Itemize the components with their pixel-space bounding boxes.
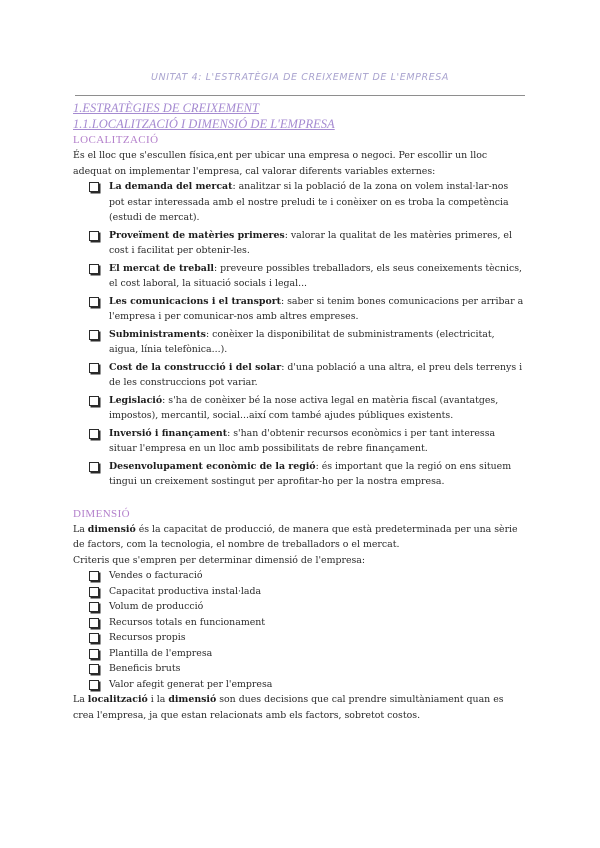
checkbox-bullet-icon	[89, 664, 99, 674]
list-item	[89, 646, 525, 662]
dimensio-criteria-list	[73, 568, 525, 692]
section-title-dimensio: DIMENSIÓ	[73, 507, 130, 520]
checkbox-bullet-icon	[89, 618, 99, 628]
list-item	[89, 426, 525, 457]
criterion-text: Recursos propis	[109, 632, 186, 643]
factor-text: : és important que la regió on ens situem tingui un creixement sostingut per aprofitar-ho per la nostra empresa.	[109, 460, 512, 487]
list-item	[89, 459, 525, 490]
criterion-text: Volum de producció	[109, 601, 204, 612]
checkbox-bullet-icon	[89, 182, 99, 192]
checkbox-bullet-icon	[89, 264, 99, 274]
dimensio-intro-term: dimensió	[87, 523, 136, 535]
checkbox-bullet-icon	[89, 571, 99, 581]
heading-localitzacio-dimensio: 1.1.LOCALITZACIÓ I DIMENSIÓ DE L'EMPRESA	[73, 117, 335, 131]
factor-term: Subministraments	[109, 328, 206, 340]
list-item	[89, 568, 525, 584]
checkbox-bullet-icon	[89, 680, 99, 690]
dimensio-intro-post: és la capacitat de producció, de manera que està predeterminada per una sèrie de factors, com la tecnologia, el nombre de treballadors o el mercat.	[73, 523, 518, 550]
list-item	[89, 584, 525, 600]
factor-term: Cost de la construcció i del solar	[109, 361, 282, 373]
factor-term: Legislació	[109, 394, 163, 406]
list-item	[89, 360, 525, 391]
closing-post: son dues decisions que cal prendre simultàniament quan es crea l'empresa, ja que estan relacionats amb els factors, sobretot costos.	[73, 694, 504, 721]
closing-term-dimensio: dimensió	[168, 694, 217, 705]
list-item	[89, 228, 525, 259]
factor-term: La demanda del mercat	[109, 181, 233, 192]
factor-text: : preveure possibles treballadors, els seus coneixements tècnics, el cost laboral, la situació socials i legal...	[109, 262, 523, 289]
checkbox-bullet-icon	[89, 363, 99, 373]
checkbox-bullet-icon	[89, 429, 99, 439]
criterion-text: Capacitat productiva instal·lada	[109, 585, 262, 597]
factor-term: Inversió i finançament	[109, 427, 228, 439]
list-item	[89, 630, 525, 646]
factor-text: : analitzar si la població de la zona on volem instal·lar-nos pot estar interessada amb el nostre preludi te i conèixer on es troba la competència (estudi de mercat).	[109, 181, 509, 223]
dimensio-intro-pre: La	[73, 523, 88, 535]
closing-paragraph	[73, 692, 525, 723]
checkbox-bullet-icon	[89, 330, 99, 340]
factor-text: : d'una població a una altra, el preu dels terrenys i de les construccions pot variar.	[109, 361, 523, 388]
list-item	[89, 615, 525, 631]
list-item	[89, 661, 525, 677]
factor-text: : s'han d'obtenir recursos econòmics i per tant interessa situar l'empresa en un lloc amb possibilitats de rebre finançament.	[109, 427, 496, 454]
dimensio-intro	[73, 522, 525, 553]
checkbox-bullet-icon	[89, 231, 99, 241]
list-item	[89, 294, 525, 325]
factor-text: : valorar la qualitat de les matèries primeres, el cost i facilitat per obtenir-les.	[109, 229, 512, 256]
factor-text: : saber si tenim bones comunicacions per arribar a l'empresa i per comunicar-nos amb altres empreses.	[109, 295, 524, 322]
criterion-text: Valor afegit generat per l'empresa	[109, 678, 273, 690]
criteria-intro: Criteris que s'empren per determinar dimensió de l'empresa:	[73, 554, 366, 566]
checkbox-bullet-icon	[89, 633, 99, 643]
list-item	[89, 261, 525, 292]
criterion-text: Vendes o facturació	[109, 570, 203, 581]
closing-pre: La	[73, 694, 88, 705]
list-item	[89, 179, 525, 226]
checkbox-bullet-icon	[89, 649, 99, 659]
factor-text: : s'ha de conèixer bé la nose activa legal en matèria fiscal (avantatges, impostos), mercantil, social...així com també ajudes públiques existents.	[109, 394, 499, 421]
factor-term: Proveïment de matèries primeres	[109, 229, 285, 241]
criterion-text: Plantilla de l'empresa	[109, 647, 213, 659]
localitzacio-intro: És el lloc que s'escullen física,ent per ubicar una empresa o negoci. Per escollir un lloc adequat on implementar l'empresa, cal valorar diferents variables externes:	[73, 150, 488, 177]
closing-term-localitzacio: localització	[87, 694, 148, 705]
criterion-text: Recursos totals en funcionament	[109, 616, 266, 628]
factor-text: : conèixer la disponibilitat de subministraments (electricitat, aigua, línia telefònica...).	[109, 328, 495, 355]
factor-term: Desenvolupament econòmic de la regió	[109, 460, 316, 472]
checkbox-bullet-icon	[89, 602, 99, 612]
unit-header-title: UNITAT 4: L'ESTRATÈGIA DE CREIXEMENT DE L'EMPRESA	[150, 72, 450, 83]
checkbox-bullet-icon	[89, 587, 99, 597]
document-body	[73, 100, 525, 723]
section-spacer	[73, 492, 525, 506]
heading-estrategies: 1.ESTRATÈGIES DE CREIXEMENT	[73, 101, 259, 115]
checkbox-bullet-icon	[89, 396, 99, 406]
factor-term: Les comunicacions i el transport	[109, 295, 281, 307]
list-item	[89, 327, 525, 358]
list-item	[89, 393, 525, 424]
closing-mid: i la	[147, 694, 169, 705]
localitzacio-factors-list	[73, 179, 525, 490]
criterion-text: Beneficis bruts	[109, 663, 181, 674]
list-item	[89, 599, 525, 615]
checkbox-bullet-icon	[89, 462, 99, 472]
list-item	[89, 677, 525, 693]
header-divider	[75, 95, 525, 96]
checkbox-bullet-icon	[89, 297, 99, 307]
section-title-localitzacio: LOCALITZACIÓ	[73, 134, 159, 146]
factor-term: El mercat de treball	[109, 262, 214, 274]
